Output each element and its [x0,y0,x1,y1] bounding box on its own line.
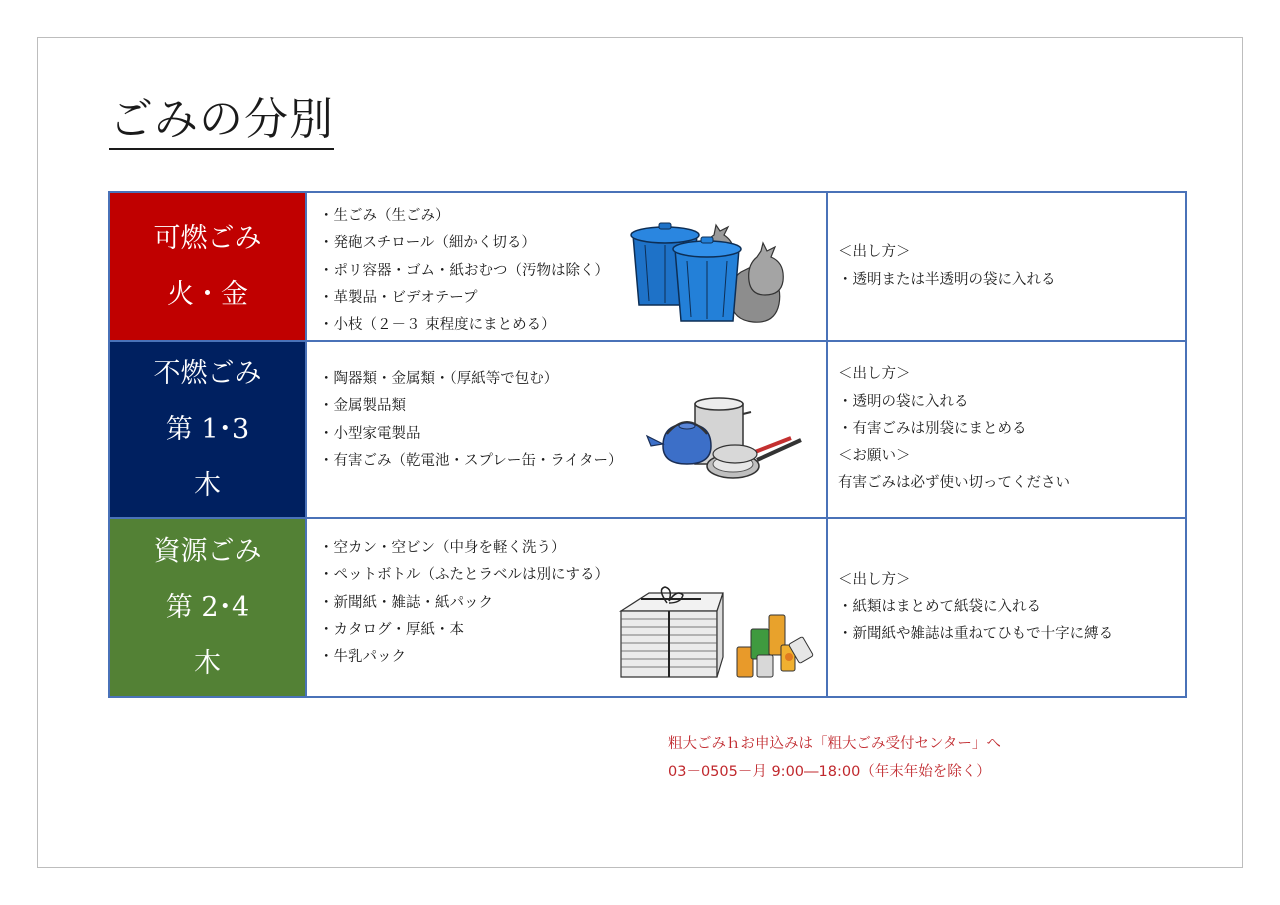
category-instructions-burnable [827,192,1186,341]
category-items-nonburnable [306,341,827,518]
list-item: ・生ごみ（生ごみ） [319,208,450,224]
list-item: ・発砲スチロール（細かく切る） [319,235,536,252]
instruction-line: ・新聞紙や雑誌は重ねてひもで十字に縛る [838,626,1114,643]
newspapers-and-cans-icon [611,581,821,691]
list-item: ・空カン・空ビン（中身を軽く洗う） [319,540,566,556]
instruction-line: ＜出し方＞ [838,571,911,588]
list-item: ・ペットボトル（ふたとラベルは別にする） [319,567,609,584]
list-item: ・小型家電製品 [319,425,421,442]
category-name: 不燃ごみ [153,357,262,389]
category-items-burnable [306,192,827,341]
category-name: 可燃ごみ [153,222,262,254]
category-label-burnable [109,192,306,341]
page-title: ごみの分別 [109,92,334,150]
category-label-nonburnable [109,341,306,518]
instruction-line: ＜お願い＞ [838,448,911,465]
instruction-line: 有害ごみは必ず使い切ってください [838,475,1070,492]
instruction-line: ・有害ごみは別袋にまとめる [838,420,1027,437]
category-day: 第 2･4 [165,591,250,623]
note-line-2: 03－0505－月 9:00―18:00（年末年始を除く） [668,764,991,780]
trash-cans-and-bags-icon [629,217,789,327]
list-item: ・カタログ・厚紙・本 [319,621,464,638]
list-item: ・小枝（２－３ 束程度にまとめる） [319,317,556,334]
instruction-line: ＜出し方＞ [838,366,911,383]
bulky-waste-note [668,730,1001,786]
list-item: ・有害ごみ（乾電池・スプレー缶・ライター） [319,452,623,469]
category-label-resource [109,518,306,697]
category-day: 火・金 [167,278,248,310]
list-item: ・陶器類・金属類・（厚紙等で包む） [319,371,559,387]
table-row-nonburnable [109,341,1186,518]
list-item: ・金属製品類 [319,398,406,415]
category-name: 資源ごみ [153,535,262,567]
instruction-line: ・透明の袋に入れる [838,393,969,410]
category-day: 木 [194,469,221,501]
sorting-table [108,191,1187,698]
list-item: ・新聞紙・雑誌・紙パック [319,594,493,611]
instruction-line: ・透明または半透明の袋に入れる [838,271,1056,288]
category-day: 木 [194,647,221,679]
table-row-burnable [109,192,1186,341]
instruction-line: ・紙類はまとめて紙袋に入れる [838,598,1041,615]
instruction-line: ＜出し方＞ [838,244,911,261]
category-instructions-resource [827,518,1186,697]
kettle-and-pots-icon [645,394,805,494]
list-item: ・ポリ容器・ゴム・紙おむつ（汚物は除く） [319,262,609,279]
list-item: ・牛乳パック [319,649,406,666]
category-items-resource [306,518,827,697]
table-row-resource [109,518,1186,697]
note-line-1: 粗大ごみｈお申込みは「粗大ごみ受付センター」へ [668,736,1001,752]
category-instructions-nonburnable [827,341,1186,518]
category-day: 第 1･3 [165,413,250,445]
list-item: ・革製品・ビデオテープ [319,289,478,306]
